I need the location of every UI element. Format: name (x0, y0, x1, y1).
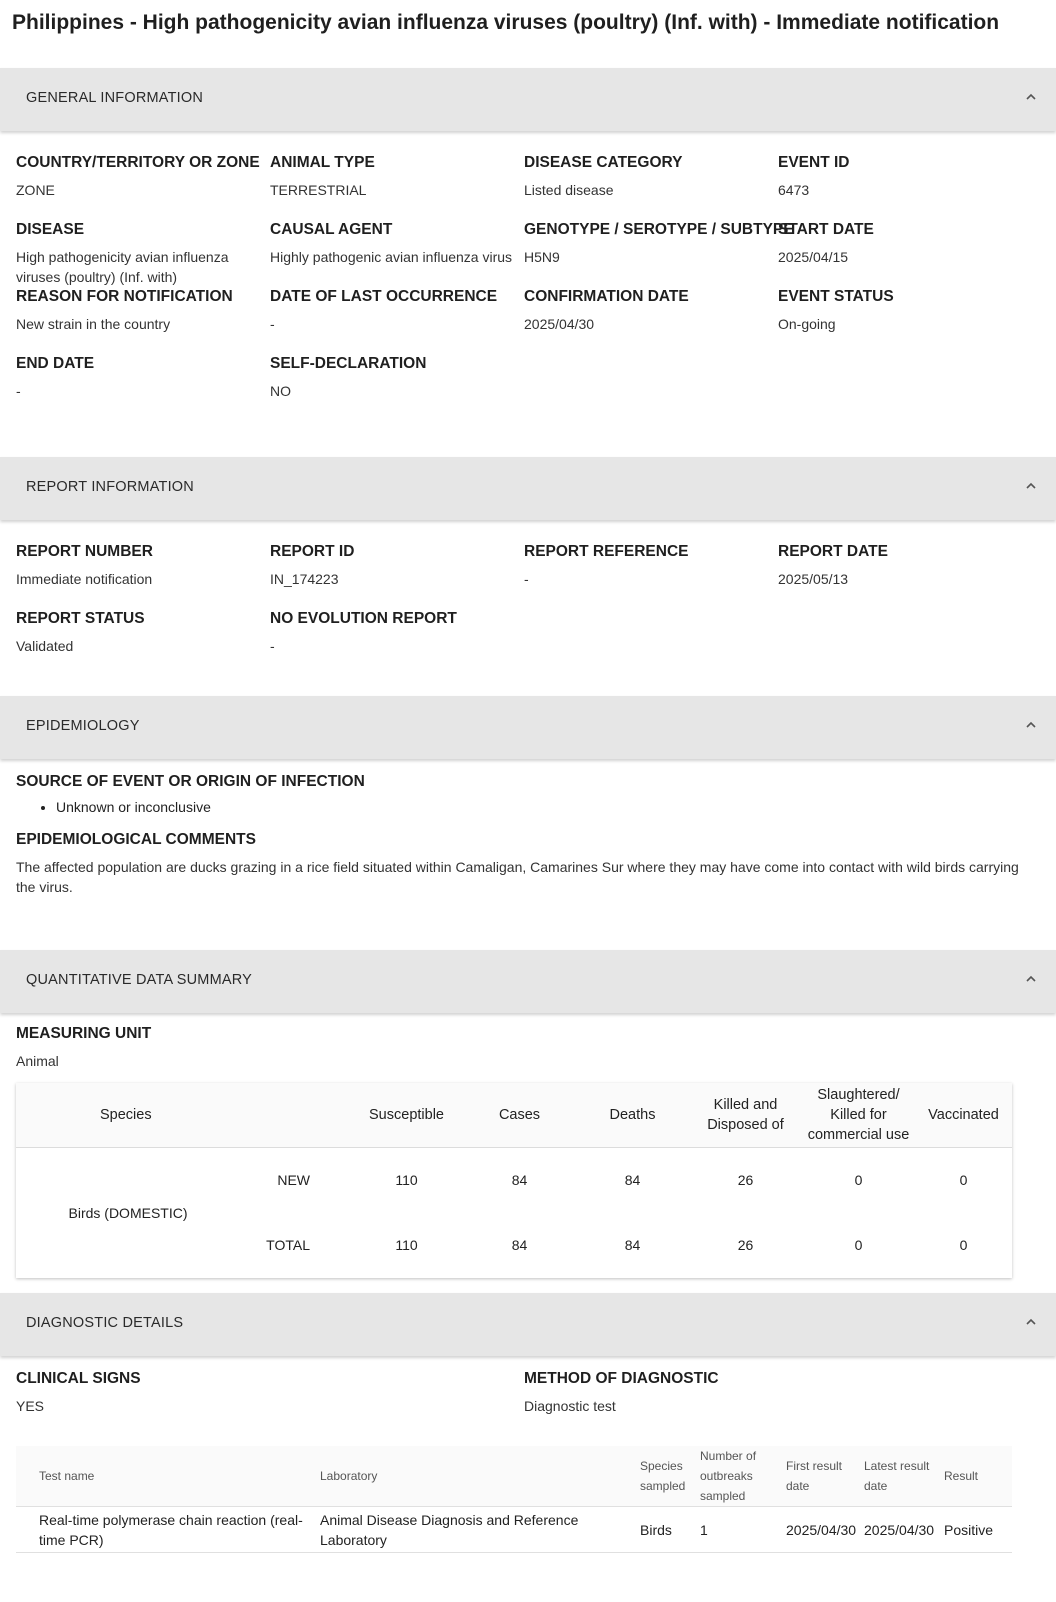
table-cell: 84 (624, 1237, 641, 1253)
info-field (16, 1368, 524, 1435)
info-field (524, 152, 778, 219)
source-item: • Unknown or inconclusive (56, 797, 1040, 817)
epidemiology-body (0, 759, 1056, 950)
field-value: YES (16, 1398, 45, 1414)
field-value: 6473 (778, 182, 810, 198)
measuring-unit-value: Animal (16, 1053, 59, 1069)
table-cell: 84 (511, 1172, 528, 1189)
field-value: New strain in the country (16, 316, 171, 332)
source-of-event-label: SOURCE OF EVENT OR ORIGIN OF INFECTION (16, 773, 365, 790)
quantitative-body (0, 1013, 1056, 1293)
column-header-label: Susceptible (369, 1107, 444, 1123)
field-label: EVENT STATUS (778, 288, 894, 305)
table-cell: 0 (854, 1172, 863, 1189)
chevron-up-icon[interactable] (1024, 972, 1038, 986)
general-info-body (0, 131, 1056, 457)
column-header-label: Cases (498, 1107, 541, 1123)
column-header-label: Vaccinated (928, 1107, 999, 1123)
info-field (16, 152, 270, 219)
column-header-label: Species (100, 1107, 152, 1123)
field-label: CONFIRMATION DATE (524, 288, 689, 305)
section-header-diagnostic[interactable] (0, 1293, 1056, 1356)
column-header[interactable]: First result date (782, 1446, 860, 1507)
field-label: CLINICAL SIGNS (16, 1370, 141, 1387)
field-label: SELF-DECLARATION (270, 355, 427, 372)
column-header[interactable] (16, 1083, 350, 1148)
field-label: REASON FOR NOTIFICATION (16, 288, 233, 305)
page-title: Philippines - High pathogenicity avian influenza viruses (poultry) (Inf. with) - Immediate notification (12, 11, 1000, 34)
section-title: GENERAL INFORMATION (26, 90, 204, 106)
epidemiological-comments-label: EPIDEMIOLOGICAL COMMENTS (16, 831, 256, 848)
table-cell: Animal Disease Diagnosis and Reference Laboratory (316, 1507, 636, 1553)
field-label: NO EVOLUTION REPORT (270, 610, 457, 627)
info-field (270, 286, 524, 353)
column-header[interactable] (463, 1083, 576, 1148)
quantitative-table (16, 1083, 1012, 1278)
column-header[interactable] (915, 1083, 1012, 1148)
field-value: Diagnostic test (524, 1398, 616, 1414)
info-field (270, 541, 524, 608)
column-header[interactable]: Test name (16, 1446, 316, 1507)
chevron-up-icon[interactable] (1024, 1315, 1038, 1329)
measuring-unit-label: MEASURING UNIT (16, 1025, 152, 1042)
column-header[interactable]: Result (940, 1446, 1012, 1507)
field-value: - (270, 316, 275, 332)
field-value: 2025/04/30 (524, 316, 595, 332)
field-value: Validated (16, 638, 74, 654)
field-label: REPORT REFERENCE (524, 543, 689, 560)
field-value: NO (270, 383, 291, 399)
chevron-up-icon[interactable] (1024, 90, 1038, 104)
info-field (524, 219, 794, 286)
source-list (16, 797, 1040, 817)
column-header[interactable]: Number of outbreaks sampled (696, 1446, 782, 1507)
field-label: END DATE (16, 355, 95, 372)
field-label: METHOD OF DIAGNOSTIC (524, 1370, 719, 1387)
table-cell: 2025/04/30 (860, 1507, 940, 1553)
column-header[interactable] (350, 1083, 463, 1148)
chevron-up-icon[interactable] (1024, 718, 1038, 732)
table-cell: 26 (737, 1237, 754, 1253)
field-label: COUNTRY/TERRITORY OR ZONE (16, 154, 260, 171)
table-cell: 84 (624, 1172, 641, 1189)
table-cell: 84 (511, 1237, 528, 1253)
field-value: - (270, 638, 275, 654)
table-cell: Positive (940, 1507, 1012, 1553)
column-header[interactable] (802, 1083, 915, 1148)
field-value: - (524, 571, 529, 587)
table-cell: 2025/04/30 (782, 1507, 860, 1553)
report-info-body (0, 520, 1056, 696)
column-header[interactable] (576, 1083, 689, 1148)
table-cell: 1 (696, 1507, 782, 1553)
info-field (270, 608, 524, 675)
field-label: DISEASE (16, 221, 85, 238)
info-field (16, 541, 270, 608)
section-header-report[interactable] (0, 457, 1056, 520)
chevron-up-icon[interactable] (1024, 479, 1038, 493)
column-header-label: Deaths (609, 1107, 656, 1123)
field-value: On-going (778, 316, 836, 332)
info-field (524, 1368, 1032, 1435)
column-header-label: Slaughtered/ Killed for commercial use (807, 1087, 910, 1143)
epidemiological-comments: The affected population are ducks grazing in a rice field situated within Camaligan, Camarines Sur where they may have come into contact with wild birds carrying the virus. (16, 859, 1019, 895)
table-cell: Real-time polymerase chain reaction (real-time PCR) (16, 1507, 316, 1553)
field-label: REPORT NUMBER (16, 543, 153, 560)
field-value: ZONE (16, 182, 55, 198)
info-field (16, 608, 270, 675)
info-field (778, 219, 1032, 286)
diagnostic-body (0, 1356, 1056, 1553)
table-cell: Birds (636, 1507, 696, 1553)
column-header[interactable]: Latest result date (860, 1446, 940, 1507)
info-field (524, 286, 778, 353)
info-field (16, 286, 270, 353)
field-value: IN_174223 (270, 571, 339, 587)
field-label: REPORT STATUS (16, 610, 145, 627)
field-label: EVENT ID (778, 154, 850, 171)
field-label: CAUSAL AGENT (270, 221, 393, 238)
column-header-label: Killed and Disposed of (707, 1097, 784, 1133)
section-title: REPORT INFORMATION (26, 479, 194, 495)
field-value: Listed disease (524, 182, 614, 198)
section-title: EPIDEMIOLOGY (26, 718, 140, 734)
table-cell: 110 (395, 1172, 418, 1189)
section-header-epidemiology[interactable] (0, 696, 1056, 759)
field-value: 2025/04/15 (778, 249, 849, 265)
field-value: H5N9 (524, 249, 560, 265)
info-field (270, 353, 524, 420)
field-label: REPORT ID (270, 543, 355, 560)
table-cell: 0 (959, 1172, 968, 1189)
table-cell: 0 (959, 1237, 968, 1253)
table-cell: 110 (395, 1237, 418, 1253)
table-cell: 0 (854, 1237, 863, 1253)
section-title: QUANTITATIVE DATA SUMMARY (26, 972, 253, 988)
info-field (16, 353, 270, 420)
info-field (778, 152, 1032, 219)
field-label: GENOTYPE / SEROTYPE / SUBTYPE (524, 221, 794, 238)
field-value: 2025/05/13 (778, 571, 849, 587)
field-value: Highly pathogenic avian influenza virus (270, 249, 513, 265)
row-type-cell: TOTAL (266, 1237, 310, 1253)
column-header[interactable] (689, 1083, 802, 1148)
species-cell: Birds (DOMESTIC) (68, 1204, 188, 1221)
table-cell: 26 (737, 1172, 754, 1189)
info-field (16, 219, 270, 286)
column-header[interactable]: Species sampled (636, 1446, 696, 1507)
field-label: START DATE (778, 221, 874, 238)
section-title: DIAGNOSTIC DETAILS (26, 1315, 184, 1331)
field-value: Immediate notification (16, 571, 153, 587)
table-row (16, 1507, 1012, 1553)
field-value: TERRESTRIAL (270, 182, 367, 198)
info-field (270, 152, 524, 219)
section-header-quantitative[interactable] (0, 950, 1056, 1013)
info-field (270, 219, 524, 286)
field-label: DATE OF LAST OCCURRENCE (270, 288, 498, 305)
field-label: DISEASE CATEGORY (524, 154, 683, 171)
info-field (524, 541, 778, 608)
field-label: ANIMAL TYPE (270, 154, 375, 171)
field-value: High pathogenicity avian influenza viruses (poultry) (Inf. with) (16, 249, 229, 285)
column-header[interactable]: Laboratory (316, 1446, 636, 1507)
table-row (16, 1148, 1012, 1213)
field-label: REPORT DATE (778, 543, 888, 560)
diagnostic-table (16, 1446, 1012, 1553)
field-value: - (16, 383, 21, 399)
section-header-general[interactable] (0, 68, 1056, 131)
info-field (778, 541, 1032, 608)
info-field (778, 286, 1032, 353)
row-type-cell: NEW (277, 1172, 310, 1189)
